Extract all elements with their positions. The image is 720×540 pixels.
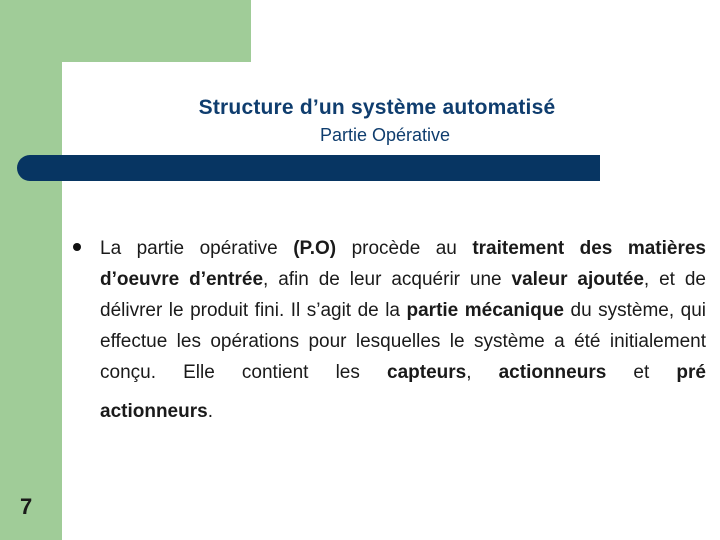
decorative-top-band <box>0 0 251 62</box>
slide-subtitle: Partie Opérative <box>319 125 451 145</box>
bullet-paragraph <box>100 233 706 427</box>
bullet-icon <box>73 243 81 251</box>
last-line <box>100 396 706 427</box>
text-run: , afin de leur acquérir une <box>263 269 512 290</box>
slide-title: Structure d’un système automatisé <box>198 96 556 119</box>
bold-run: actionneurs <box>498 362 607 383</box>
text-run: du système, qui effectue les opérations pour lesquelles le système a été initialement conçu. Elle contient les <box>100 300 706 383</box>
bold-run: partie mécanique <box>406 300 564 321</box>
decorative-side-band <box>0 0 62 540</box>
text-run: et <box>606 362 677 383</box>
bold-run: valeur ajoutée <box>511 269 644 290</box>
decorative-corner <box>62 62 132 132</box>
text-run: , et de délivrer le produit fini. Il s’agit de la <box>100 269 706 321</box>
bold-run: traitement des matières d’oeuvre d’entrée <box>100 238 706 290</box>
text-run: La partie opérative <box>100 238 294 259</box>
text-run: . <box>207 401 213 422</box>
bold-run: actionneurs <box>100 401 208 422</box>
slide-title-block <box>130 96 610 146</box>
bold-run: capteurs <box>387 362 467 383</box>
bold-run: (P.O) <box>293 238 337 259</box>
text-run: procède au <box>336 238 473 259</box>
bold-run: pré <box>676 362 706 383</box>
page-number: 7 <box>20 494 33 519</box>
title-divider-bar <box>17 155 600 181</box>
text-run: , <box>466 362 499 383</box>
